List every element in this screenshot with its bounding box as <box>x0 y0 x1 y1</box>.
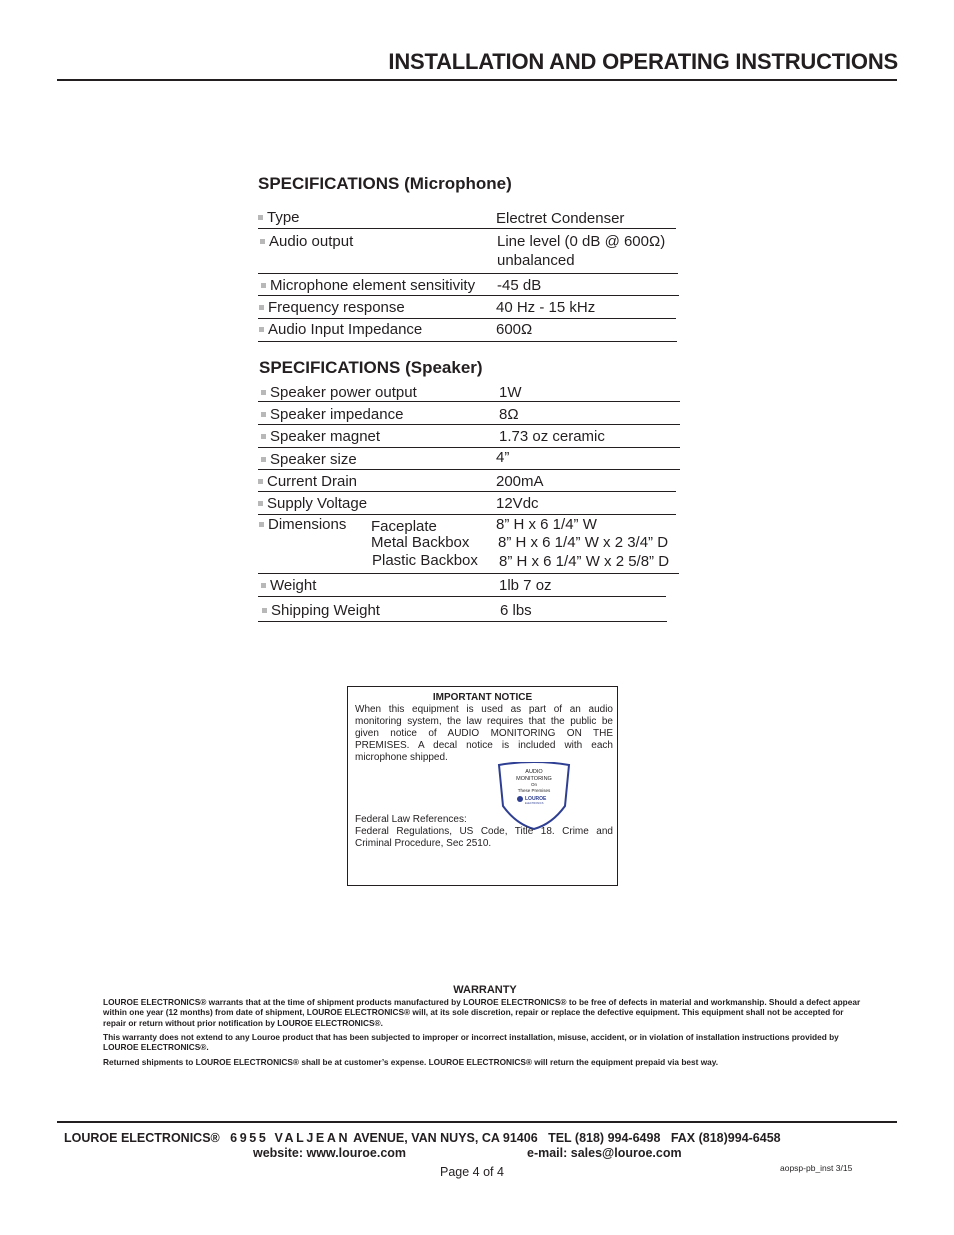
spec-label: Speaker magnet <box>261 427 380 446</box>
spec-label: Dimensions <box>259 515 346 534</box>
footer-fax: FAX (818)994-6458 <box>670 1131 781 1145</box>
footer-address-street: 6955 VALJEAN <box>230 1131 351 1145</box>
notice-refs-body: Federal Regulations, US Code, Title 18. Crime and Criminal Procedure, Sec 2510. <box>355 826 613 849</box>
spec-value: 4” <box>496 449 510 466</box>
mic-spec-row-audio-output <box>258 229 678 274</box>
spec-label: Frequency response <box>259 298 405 317</box>
speaker-spec-row-magnet <box>258 425 680 448</box>
notice-refs-title: Federal Law References: <box>355 814 467 825</box>
spec-value: 8Ω <box>499 406 519 423</box>
footer-email[interactable]: e-mail: sales@louroe.com <box>527 1146 682 1160</box>
important-notice-box <box>347 686 618 886</box>
footer-address: AVENUE, VAN NUYS, CA 91406 <box>353 1131 538 1145</box>
dimension-name: Plastic Backbox <box>372 552 478 569</box>
spec-label: Audio output <box>260 232 353 251</box>
decal-text: MONITORING <box>516 776 552 782</box>
spec-value: 200mA <box>496 473 544 490</box>
footer-divider <box>57 1121 897 1123</box>
warranty-paragraph-2: This warranty does not extend to any Louroe product that has been subjected to improper or incorrect installation, misuse, accident, or in violation of installation instructions provided by LOUROE ELECTRONICS®. <box>103 1032 839 1053</box>
spec-value-line2: unbalanced <box>497 252 575 269</box>
notice-body: When this equipment is used as part of an audio monitoring system, the law requires that the public be given notice of AUDIO MONITORING ON THE PREMISES. A decal notice is included with each microphone shipped. <box>355 704 613 763</box>
spec-label: Supply Voltage <box>258 494 367 513</box>
spec-value: 1.73 oz ceramic <box>499 428 605 445</box>
spec-label: Speaker size <box>261 450 357 469</box>
spec-label: Speaker impedance <box>261 405 403 424</box>
footer-tel: TEL (818) 994-6498 <box>548 1131 661 1145</box>
brand-logo-icon <box>517 796 523 802</box>
speaker-spec-row-power <box>258 380 680 402</box>
spec-value: 1lb 7 oz <box>499 577 552 594</box>
warranty-title: WARRANTY <box>453 984 517 996</box>
spec-value: -45 dB <box>497 277 542 294</box>
spec-label: Weight <box>261 576 316 595</box>
decal-brand-sub: ELECTRONICS <box>525 802 544 805</box>
spec-label: Shipping Weight <box>262 601 380 620</box>
mic-spec-row-impedance <box>258 319 677 342</box>
speaker-spec-row-current <box>258 470 676 492</box>
mic-spec-row-type <box>258 207 676 229</box>
mic-spec-row-frequency <box>258 296 676 319</box>
warranty-paragraph-1: LOUROE ELECTRONICS® warrants that at the time of shipment products manufactured by LOUROE ELECTRONICS® to be free of defects in material and workmanship. Should a defect appear within one year (12 months) from date of shipment, LOUROE ELECTRONICS® will, at its sole discretion, repair or replace the defective equipment. This equipment shall not be accepted for repair or return without prior notification by LOUROE ELECTRONICS®. <box>103 997 861 1028</box>
dimension-value: 8” H x 6 1/4” W <box>496 516 597 533</box>
footer-company: LOUROE ELECTRONICS® <box>64 1131 220 1145</box>
speaker-spec-row-weight <box>258 574 666 597</box>
spec-label: Type <box>258 208 300 227</box>
decal-text: On <box>530 782 538 787</box>
decal-text: These Premises <box>517 788 551 793</box>
dimension-value: 8” H x 6 1/4” W x 2 3/4” D <box>498 534 669 551</box>
dimension-name: Faceplate <box>371 518 437 535</box>
decal-brand: LOUROE <box>525 796 547 802</box>
footer-contact-line <box>64 1131 781 1145</box>
mic-specs-title: SPECIFICATIONS (Microphone) <box>258 174 512 193</box>
speaker-specs-title: SPECIFICATIONS (Speaker) <box>259 358 483 377</box>
dimension-value: 8” H x 6 1/4” W x 2 5/8” D <box>499 553 670 570</box>
speaker-spec-row-impedance <box>258 402 680 425</box>
speaker-spec-row-shipping-weight <box>258 597 667 622</box>
page-number: Page 4 of 4 <box>440 1165 504 1179</box>
spec-label: Current Drain <box>258 472 357 491</box>
spec-value: 12Vdc <box>496 495 539 512</box>
spec-value: 1W <box>499 384 522 401</box>
dimension-name: Metal Backbox <box>371 534 470 551</box>
header-divider <box>57 79 897 81</box>
spec-value: 600Ω <box>496 321 533 338</box>
spec-value: 6 lbs <box>500 602 532 619</box>
speaker-spec-row-voltage <box>258 492 676 515</box>
mic-spec-row-sensitivity <box>258 274 679 296</box>
warranty-paragraph-3: Returned shipments to LOUROE ELECTRONICS® shall be at customer’s expense. LOUROE ELECTRONICS® will return the equipment prepaid via best way. <box>103 1057 719 1067</box>
spec-value: 40 Hz - 15 kHz <box>496 299 596 316</box>
decal-text: AUDIO <box>525 769 543 775</box>
spec-value: Electret Condenser <box>496 210 625 227</box>
speaker-spec-row-dimensions <box>258 515 679 574</box>
page-title: INSTALLATION AND OPERATING INSTRUCTIONS <box>388 49 898 74</box>
spec-label: Speaker power output <box>261 383 417 402</box>
spec-label: Audio Input Impedance <box>259 320 422 339</box>
spec-label: Microphone element sensitivity <box>261 276 475 295</box>
spec-value: Line level (0 dB @ 600Ω) <box>497 233 666 250</box>
footer-website[interactable]: website: www.louroe.com <box>253 1146 407 1160</box>
notice-title: IMPORTANT NOTICE <box>432 692 533 703</box>
speaker-spec-row-size <box>258 448 680 470</box>
document-code: aopsp-pb_inst 3/15 <box>780 1163 853 1173</box>
